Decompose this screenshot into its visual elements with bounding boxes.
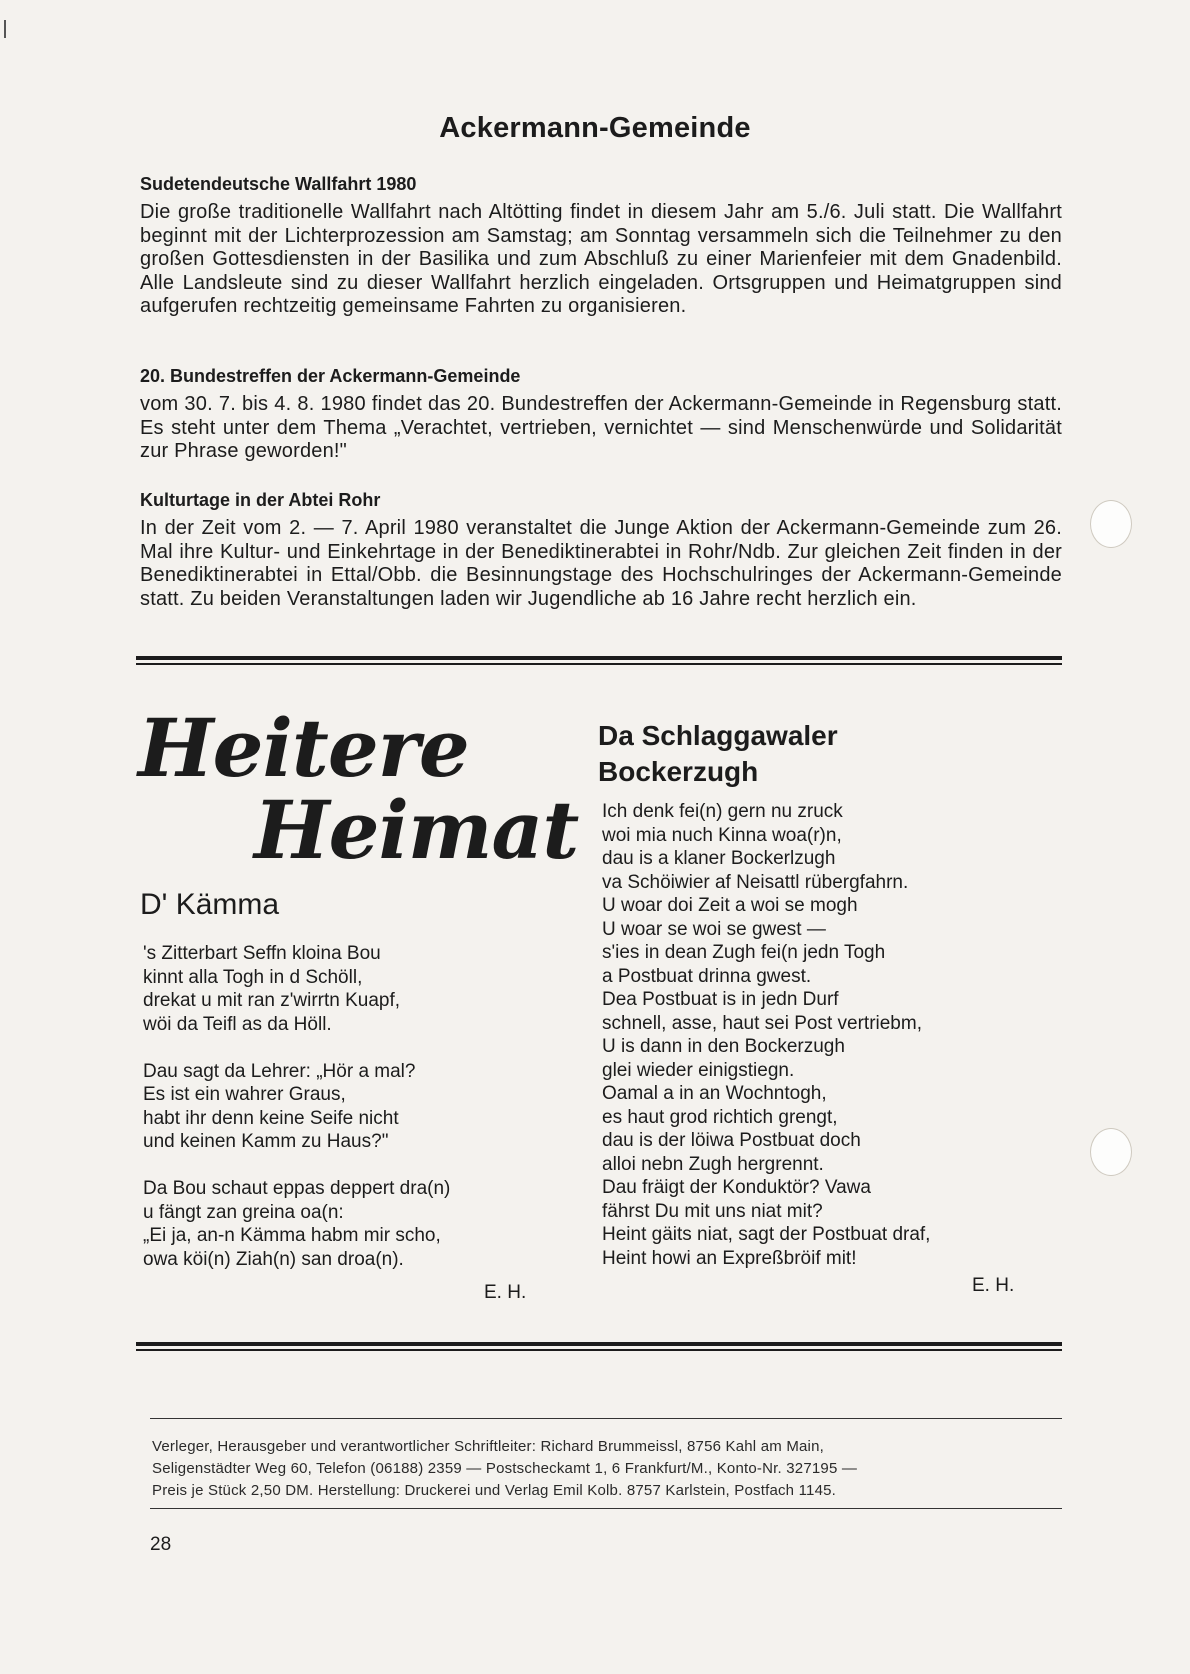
article-wallfahrt (140, 174, 1062, 319)
poem-line: Heint gäits niat, sagt der Postbuat draf, (602, 1224, 931, 1245)
poem-line: U is dann in den Bockerzugh (602, 1036, 845, 1057)
poem-line: woi mia nuch Kinna woa(r)n, (602, 824, 842, 846)
article-body: In der Zeit vom 2. — 7. April 1980 veranstaltet die Junge Aktion der Ackermann-Gemeinde zum 26. Mal ihre Kultur- und Einkehrtage in der Benediktinerabtei in Rohr/Ndb. Zur gleichen Zeit finden in der Benediktinerabtei in Ettal/Obb. die Besinnungstage des Hochschulringes der Ackermann-Gemeinde statt. Zu beiden Veranstaltungen laden wir Jugendliche ab 16 Jahre recht herzlich ein. (140, 517, 1062, 610)
page-title: Ackermann-Gemeinde (439, 112, 751, 144)
imprint-line: Seligenstädter Weg 60, Telefon (06188) 2359 — Postscheckamt 1, 6 Frankfurt/M., Konto-Nr. 327195 — (152, 1460, 858, 1477)
poem-line: fährst Du mit uns niat mit? (602, 1200, 823, 1222)
poem-signature: E. H. (484, 1282, 527, 1303)
poem-line: dau is der löiwa Postbuat doch (602, 1130, 861, 1151)
poem-kaemma (143, 942, 450, 1271)
poem-line: habt ihr denn keine Seife nicht (143, 1107, 399, 1129)
poem-title-bockerzugh (598, 718, 1038, 790)
poem-bockerzugh (602, 800, 930, 1270)
article-heading: 20. Bundestreffen der Ackermann-Gemeinde (140, 366, 521, 386)
article-body: vom 30. 7. bis 4. 8. 1980 findet das 20. Bundestreffen der Ackermann-Gemeinde in Regensburg statt. Es steht unter dem Thema „Verachtet, vertrieben, vernichtet — sind Menschenwürde und Solidarität zur Phrase geworden!" (140, 393, 1062, 462)
imprint-rule-bottom (150, 1508, 1062, 1509)
binder-mark (4, 20, 6, 38)
poem-line: U woar doi Zeit a woi se mogh (602, 895, 858, 916)
poem-line: drekat u mit ran z'wirrtn Kuapf, (143, 990, 401, 1011)
poem-line: s'ies in dean Zugh fei(n jedn Togh (602, 942, 886, 963)
poem-line: U woar se woi se gwest — (602, 918, 826, 940)
punch-hole-upper (1090, 500, 1132, 548)
poem-line: Es ist ein wahrer Graus, (143, 1084, 346, 1105)
poem-line: dau is a klaner Bockerlzugh (602, 848, 836, 869)
imprint-line: Verleger, Herausgeber und verantwortlicher Schriftleiter: Richard Brummeissl, 8756 Kahl am Main, (152, 1438, 824, 1455)
poem-line: 's Zitterbart Seffn kloina Bou (143, 943, 381, 964)
poem-line: Ich denk fei(n) gern nu zruck (602, 801, 843, 822)
article-bundestreffen (140, 366, 1062, 464)
imprint-rule-top (150, 1418, 1062, 1419)
poem-line: Dea Postbuat is in jedn Durf (602, 989, 839, 1010)
poem-line: Da Bou schaut eppas deppert dra(n) (143, 1178, 451, 1199)
poem-line: Oamal a in an Wochntogh, (602, 1083, 827, 1104)
poem-line: glei wieder einigstiegn. (602, 1059, 795, 1081)
stanza-gap (143, 1154, 450, 1178)
article-heading: Kulturtage in der Abtei Rohr (140, 490, 381, 510)
poem-signature: E. H. (972, 1275, 1015, 1296)
article-kulturtage (140, 490, 1062, 611)
poem-title-kaemma: D' Kämma (140, 888, 280, 921)
punch-hole-lower (1090, 1128, 1132, 1176)
poem-line: alloi nebn Zugh hergrennt. (602, 1153, 824, 1175)
poem-title-line2: Bockerzugh (598, 756, 759, 787)
article-heading: Sudetendeutsche Wallfahrt 1980 (140, 174, 417, 194)
poem-line: wöi da Teifl as da Höll. (143, 1013, 332, 1035)
section-divider (136, 656, 1062, 665)
poem-line: va Schöiwier af Neisattl rübergfahrn. (602, 871, 909, 893)
poem-line: „Ei ja, an-n Kämma habm mir scho, (143, 1225, 441, 1246)
poem-line: schnell, asse, haut sei Post vertriebm, (602, 1012, 922, 1034)
poem-line: Dau fräigt der Konduktör? Vawa (602, 1177, 871, 1198)
page-number: 28 (150, 1534, 172, 1555)
imprint-line: Preis je Stück 2,50 DM. Herstellung: Druckerei und Verlag Emil Kolb. 8757 Karlstein, Postfach 1145. (152, 1482, 837, 1499)
poem-line: es haut grod richtich grengt, (602, 1106, 838, 1128)
poem-line: owa köi(n) Ziah(n) san droa(n). (143, 1248, 404, 1270)
poem-line: Dau sagt da Lehrer: „Hör a mal? (143, 1060, 416, 1082)
feature-title-line1: Heitere (138, 701, 469, 795)
poem-line: Heint howi an Expreßbröif mit! (602, 1247, 857, 1269)
stanza-gap (143, 1036, 450, 1060)
poem-title-line1: Da Schlaggawaler (598, 720, 838, 751)
section-divider (136, 1342, 1062, 1351)
poem-line: a Postbuat drinna gwest. (602, 965, 812, 987)
imprint (152, 1436, 1072, 1502)
poem-line: u fängt zan greina oa(n: (143, 1201, 344, 1223)
poem-line: und keinen Kamm zu Haus?" (143, 1131, 389, 1152)
article-body: Die große traditionelle Wallfahrt nach Altötting findet in diesem Jahr am 5./6. Juli statt. Die Wallfahrt beginnt mit der Lichterprozession am Samstag; am Sonntag versammeln sich die Teilnehmer zu den großen Gottesdiensten in der Basilika und zum Abschluß zu einer Marienfeier mit dem Gnadenbild. Alle Landsleute sind zu dieser Wallfahrt herzlich eingeladen. Ortsgruppen und Heimatgruppen sind aufgerufen rechtzeitig gemeinsame Fahrten zu organisieren. (140, 201, 1062, 317)
poem-line: kinnt alla Togh in d Schöll, (143, 966, 363, 988)
feature-title-line2: Heimat (254, 783, 579, 877)
